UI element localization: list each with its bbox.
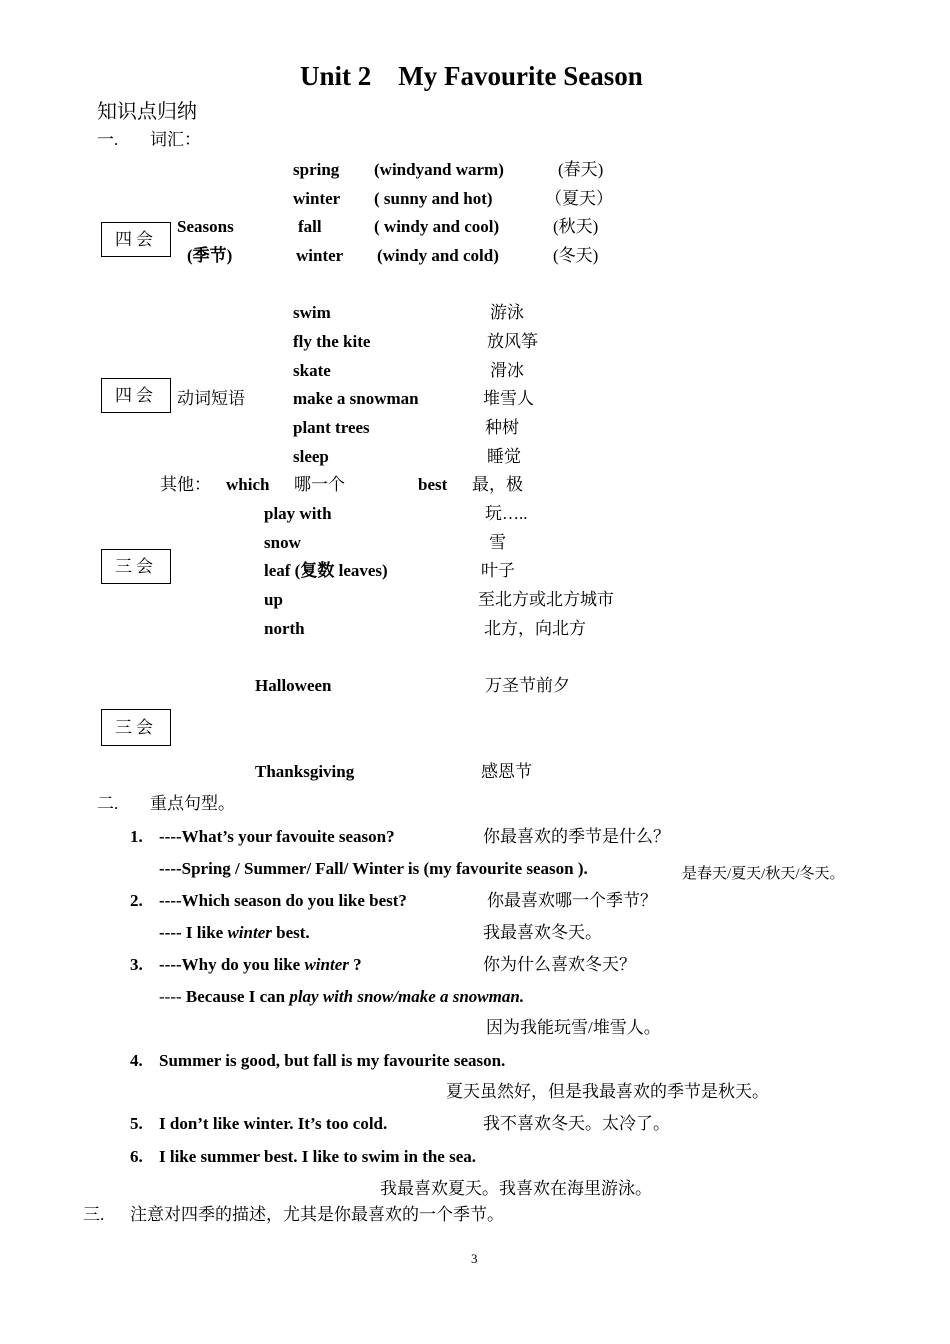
three-word: north <box>264 619 305 638</box>
section-2-label: 重点句型。 <box>150 794 235 813</box>
verb-word: skate <box>293 361 331 380</box>
verb-phrases-label: 动词短语 <box>177 389 245 408</box>
season-cn: (秋天) <box>553 217 599 236</box>
section-2-number: 二. <box>97 794 119 813</box>
sentence-english: I like summer best. I like to swim in the sea. <box>159 1147 477 1166</box>
season-desc: ( windy and cool) <box>374 217 500 236</box>
three-cn: 雪 <box>489 533 506 552</box>
season-desc: (windy and cold) <box>377 246 499 265</box>
sentence-number: 4. <box>130 1051 143 1070</box>
holiday-cn: 感恩节 <box>481 762 532 781</box>
section-3-number: 三. <box>83 1205 105 1224</box>
sentence-answer-cn: 我最喜欢冬天。 <box>483 923 602 942</box>
sentence-question-cn: 你最喜欢的季节是什么？ <box>483 827 670 846</box>
sentence-question: ----Why do you like winter ? <box>159 955 362 974</box>
season-cn: （夏天） <box>545 189 613 208</box>
verb-cn: 放风筝 <box>487 332 538 351</box>
sentence-answer: ----Spring / Summer/ Fall/ Winter is (my favourite season ). <box>159 859 588 878</box>
sentence-cn: 夏天虽然好，但是我最喜欢的季节是秋天。 <box>446 1082 769 1101</box>
verb-word: plant trees <box>293 418 370 437</box>
level-box-three-2: 三会 <box>101 709 171 746</box>
subtitle: 知识点归纳 <box>97 101 197 123</box>
holiday-cn: 万圣节前夕 <box>485 676 570 695</box>
sentence-number: 2. <box>130 891 143 910</box>
other-cn: 最，极 <box>472 475 523 494</box>
sentence-cn: 我不喜欢冬天。太冷了。 <box>483 1114 670 1133</box>
level-box-three-1: 三会 <box>101 549 171 584</box>
page-title: Unit 2 My Favourite Season <box>300 61 643 91</box>
verb-cn: 滑冰 <box>490 361 524 380</box>
section-1-label: 词汇： <box>150 130 201 149</box>
sentence-answer: ---- Because I can play with snow/make a snowman. <box>159 987 525 1006</box>
verb-word: fly the kite <box>293 332 371 351</box>
sentence-answer: ---- I like winter best. <box>159 923 310 942</box>
season-cn: (春天) <box>558 160 604 179</box>
seasons-label: Seasons <box>177 217 234 236</box>
three-cn: 至北方或北方城市 <box>478 590 614 609</box>
sentence-english: Summer is good, but fall is my favourite season. <box>159 1051 506 1070</box>
three-cn: 叶子 <box>481 561 515 580</box>
verb-cn: 游泳 <box>490 303 524 322</box>
sentence-question-cn: 你最喜欢哪一个季节？ <box>487 891 657 910</box>
three-cn: 北方，向北方 <box>484 619 586 638</box>
level-box-seasons: 四会 <box>101 222 171 257</box>
three-cn: 玩….. <box>485 504 528 523</box>
sentence-number: 1. <box>130 827 143 846</box>
verb-word: swim <box>293 303 331 322</box>
sentence-cn: 我最喜欢夏天。我喜欢在海里游泳。 <box>380 1179 652 1198</box>
season-word: winter <box>296 246 344 265</box>
sentence-question: ----What’s your favouite season? <box>159 827 395 846</box>
season-word: winter <box>293 189 341 208</box>
sentence-number: 6. <box>130 1147 143 1166</box>
sentence-answer-cn: 是春天/夏天/秋天/冬天。 <box>682 866 845 882</box>
sentence-question-cn: 你为什么喜欢冬天？ <box>483 955 636 974</box>
holiday-word: Thanksgiving <box>255 762 355 781</box>
three-word: leaf (复数 leaves) <box>264 561 388 580</box>
three-word: up <box>264 590 283 609</box>
season-desc: ( sunny and hot) <box>374 189 493 208</box>
verb-cn: 睡觉 <box>487 447 521 466</box>
verb-word: sleep <box>293 447 329 466</box>
other-label: 其他： <box>160 475 211 494</box>
section-1-number: 一. <box>97 130 119 149</box>
level-box-verbs: 四会 <box>101 378 171 413</box>
three-word: play with <box>264 504 332 523</box>
verb-cn: 堆雪人 <box>483 389 534 408</box>
sentence-number: 5. <box>130 1114 143 1133</box>
season-cn: (冬天) <box>553 246 599 265</box>
seasons-label-cn: (季节) <box>187 246 233 265</box>
sentence-answer-cn: 因为我能玩雪/堆雪人。 <box>486 1018 661 1037</box>
verb-cn: 种树 <box>485 418 519 437</box>
other-word: which <box>226 475 270 494</box>
season-word: spring <box>293 160 340 179</box>
holiday-word: Halloween <box>255 676 332 695</box>
three-word: snow <box>264 533 301 552</box>
season-word: fall <box>298 217 322 236</box>
sentence-english: I don’t like winter. It’s too cold. <box>159 1114 388 1133</box>
other-word: best <box>418 475 448 494</box>
season-desc: (windyand warm) <box>374 160 504 179</box>
sentence-number: 3. <box>130 955 143 974</box>
verb-word: make a snowman <box>293 389 419 408</box>
other-cn: 哪一个 <box>294 475 345 494</box>
sentence-question: ----Which season do you like best? <box>159 891 407 910</box>
section-3-label: 注意对四季的描述，尤其是你最喜欢的一个季节。 <box>130 1205 504 1224</box>
page-number: 3 <box>471 1251 478 1266</box>
